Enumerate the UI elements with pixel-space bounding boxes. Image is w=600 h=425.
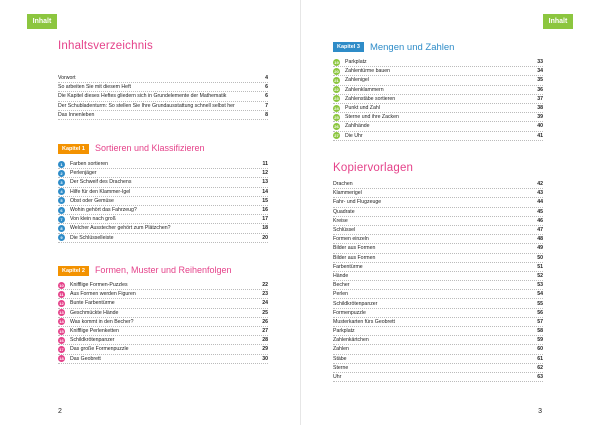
entry-title: Zahlenkärtchen: [333, 337, 369, 344]
toc-entry[interactable]: [58, 355, 268, 364]
entry-page: 39: [537, 114, 543, 121]
entry-page: 50: [537, 254, 543, 261]
entry-title: Wohin gehört das Fahrzeug?: [70, 207, 137, 214]
entry-title: Welcher Ausstecher gehört zum Plätzchen?: [70, 225, 171, 232]
entry-page: 51: [537, 263, 543, 270]
chapter1-list: [58, 160, 268, 243]
entry-title: Das Innenleben: [58, 111, 95, 118]
chapter-number-badge: 9: [58, 234, 65, 241]
entry-page: 12: [262, 170, 268, 177]
entry-page: 17: [262, 216, 268, 223]
toc-entry[interactable]: [333, 76, 543, 85]
entry-title: Das große Formenpuzzle: [70, 346, 129, 353]
entry-page: 18: [262, 225, 268, 232]
entry-page: 55: [537, 300, 543, 307]
toc-entry[interactable]: [333, 226, 543, 235]
chapter-number-badge: 24: [334, 105, 339, 111]
entry-page: 52: [537, 272, 543, 279]
entry-page: 4: [265, 75, 268, 82]
toc-entry[interactable]: [58, 309, 268, 318]
entry-title: Zahlen: [333, 346, 349, 353]
entry-page: 8: [265, 111, 268, 118]
chapter2-title: Formen, Muster und Reihenfolgen: [94, 265, 232, 275]
entry-page: 13: [262, 179, 268, 186]
chapter-number-badge: 23: [334, 96, 339, 102]
entry-page: 23: [262, 291, 268, 298]
entry-title: Perlenjäger: [70, 170, 97, 177]
entry-title: Was kommt in den Becher?: [70, 318, 134, 325]
toc-entry[interactable]: [333, 58, 543, 67]
entry-page: 49: [537, 245, 543, 252]
entry-page: 25: [262, 309, 268, 316]
entry-title: Die Kapitel dieses Heftes gliedern sich in Grundelemente der Mathematik: [58, 93, 227, 100]
toc-entry[interactable]: [58, 83, 268, 92]
entry-page: 57: [537, 318, 543, 325]
entry-title: Schildkrötenpanzer: [333, 300, 378, 307]
toc-entry[interactable]: [333, 189, 543, 198]
entry-title: Parkplatz: [345, 59, 367, 66]
entry-page: 22: [262, 282, 268, 289]
page-number-right: 3: [538, 408, 542, 415]
entry-page: 16: [262, 207, 268, 214]
entry-title: Von klein nach groß: [70, 216, 116, 223]
entry-page: 27: [262, 328, 268, 335]
toc-entry[interactable]: [58, 197, 268, 206]
entry-page: 28: [262, 337, 268, 344]
toc-entry[interactable]: [58, 336, 268, 345]
toc-entry[interactable]: [333, 309, 543, 318]
toc-entry[interactable]: [333, 345, 543, 354]
chapter-number-badge: 8: [58, 225, 65, 232]
entry-page: 60: [537, 346, 543, 353]
chapter-number-badge: 13: [59, 310, 64, 316]
entry-page: 14: [262, 188, 268, 195]
entry-title: Das Geobrett: [70, 355, 101, 362]
entry-title: Zahlhände: [345, 123, 370, 130]
entry-page: 45: [537, 208, 543, 215]
entry-page: 63: [537, 374, 543, 381]
entry-page: 20: [262, 234, 268, 241]
page-number-left: 2: [58, 408, 62, 415]
entry-title: Drachen: [333, 181, 353, 188]
toc-entry[interactable]: [333, 272, 543, 281]
toc-entry[interactable]: [58, 206, 268, 215]
chapter-number-badge: 3: [58, 179, 65, 186]
entry-title: Der Schubladenturm: So stellen Sie Ihre Grundausstattung schnell selbst her: [58, 102, 235, 109]
chapter-number-badge: 6: [58, 207, 65, 214]
toc-entry[interactable]: [333, 95, 543, 104]
toc-entry[interactable]: [333, 299, 543, 308]
page-title: Inhaltsverzeichnis: [58, 40, 154, 52]
entry-page: 43: [537, 190, 543, 197]
chapter-number-badge: 7: [58, 216, 65, 223]
entry-title: Aus Formen werden Figuren: [70, 291, 136, 298]
entry-title: Der Schweif des Drachens: [70, 179, 132, 186]
entry-title: Schlüssel: [333, 227, 356, 234]
toc-entry[interactable]: [58, 281, 268, 290]
toc-entry[interactable]: [58, 160, 268, 169]
toc-entry[interactable]: [333, 327, 543, 336]
toc-entry[interactable]: [333, 113, 543, 122]
entry-page: 36: [537, 86, 543, 93]
entry-page: 46: [537, 217, 543, 224]
entry-page: 33: [537, 59, 543, 66]
toc-entry[interactable]: [333, 364, 543, 373]
toc-entry[interactable]: [333, 373, 543, 382]
toc-entry[interactable]: [333, 122, 543, 131]
toc-entry[interactable]: [333, 263, 543, 272]
entry-title: Formen einzeln: [333, 236, 369, 243]
kopiervorlagen-title: Kopiervorlagen: [333, 162, 414, 174]
entry-title: Geschmückte Hände: [70, 309, 119, 316]
entry-page: 6: [265, 84, 268, 91]
chapter-number-badge: 22: [334, 87, 339, 93]
toc-entry[interactable]: [58, 111, 268, 120]
entry-title: Zahlenigel: [345, 77, 369, 84]
toc-entry[interactable]: [333, 217, 543, 226]
entry-page: 38: [537, 105, 543, 112]
entry-title: Knifflige Perlenketten: [70, 328, 119, 335]
entry-page: 58: [537, 328, 543, 335]
toc-entry[interactable]: [333, 104, 543, 113]
entry-title: Quadrate: [333, 208, 355, 215]
chapter3-title: Mengen und Zahlen: [369, 42, 455, 53]
entry-title: Musterkarten fürs Geobrett: [333, 318, 395, 325]
entry-title: Hände: [333, 272, 349, 279]
entry-title: Zahlenklammern: [345, 86, 384, 93]
entry-page: 7: [265, 102, 268, 109]
entry-title: Punkt und Zahl: [345, 105, 380, 112]
chapter2-badge: Kapitel 2: [58, 266, 89, 276]
entry-title: So arbeiten Sie mit diesem Heft: [58, 84, 131, 91]
chapter-number-badge: 15: [59, 328, 64, 334]
toc-entry[interactable]: [333, 318, 543, 327]
chapter-number-badge: 1: [58, 161, 65, 168]
toc-entry[interactable]: [333, 132, 543, 141]
toc-entry[interactable]: [333, 180, 543, 189]
entry-page: 41: [537, 132, 543, 139]
toc-entry[interactable]: [58, 102, 268, 111]
entry-title: Die Uhr: [345, 132, 363, 139]
inhalt-tab-right[interactable]: Inhalt: [543, 14, 573, 29]
chapter-number-badge: 18: [59, 356, 64, 362]
toc-entry[interactable]: [333, 67, 543, 76]
entry-title: Hilfe für den Klammer-Igel: [70, 188, 131, 195]
chapter3-list: [333, 58, 543, 141]
entry-page: 30: [262, 355, 268, 362]
toc-entry[interactable]: [333, 86, 543, 95]
entry-page: 15: [262, 197, 268, 204]
entry-title: Farben sortieren: [70, 161, 109, 168]
toc-entry[interactable]: [58, 92, 268, 101]
entry-page: 44: [537, 199, 543, 206]
chapter2-heading: [58, 265, 232, 276]
entry-page: 61: [537, 355, 543, 362]
entry-page: 37: [537, 95, 543, 102]
entry-title: Zahlenstäbe sortieren: [345, 95, 396, 102]
entry-title: Sterne: [333, 364, 349, 371]
entry-title: Vorwort: [58, 75, 76, 82]
entry-page: 35: [537, 77, 543, 84]
toc-entry[interactable]: [333, 281, 543, 290]
intro-list: [58, 74, 268, 120]
entry-page: 42: [537, 181, 543, 188]
toc-entry[interactable]: [58, 299, 268, 308]
entry-title: Becher: [333, 282, 350, 289]
entry-title: Sterne und ihre Zacken: [345, 114, 399, 121]
entry-title: Bunte Farbentürme: [70, 300, 115, 307]
chapter1-title: Sortieren und Klassifizieren: [94, 143, 205, 153]
entry-title: Formenpuzzle: [333, 309, 366, 316]
toc-entry[interactable]: [58, 234, 268, 243]
chapter-number-badge: 20: [334, 68, 339, 74]
entry-page: 53: [537, 282, 543, 289]
toc-entry[interactable]: [58, 74, 268, 83]
entry-page: 40: [537, 123, 543, 130]
kopiervorlagen-list: [333, 180, 543, 382]
toc-entry[interactable]: [333, 355, 543, 364]
entry-title: Farbentürme: [333, 263, 363, 270]
entry-title: Die Schlüsselleiste: [70, 234, 114, 241]
entry-page: 29: [262, 346, 268, 353]
chapter1-badge: Kapitel 1: [58, 144, 89, 154]
right-page: [300, 0, 600, 425]
chapter-number-badge: 27: [334, 133, 339, 139]
entry-title: Stäbe: [333, 355, 347, 362]
chapter2-list: [58, 281, 268, 364]
chapter-number-badge: 19: [334, 59, 339, 65]
toc-entry[interactable]: [58, 178, 268, 187]
entry-page: 54: [537, 291, 543, 298]
entry-title: Parkplatz: [333, 328, 355, 335]
entry-title: Knifflige Formen-Puzzles: [70, 282, 128, 289]
toc-entry[interactable]: [333, 254, 543, 263]
toc-entry[interactable]: [58, 327, 268, 336]
inhalt-tab-left[interactable]: Inhalt: [27, 14, 57, 29]
entry-page: 62: [537, 364, 543, 371]
entry-title: Fahr- und Flugzeuge: [333, 199, 382, 206]
chapter-number-badge: 17: [59, 346, 64, 352]
toc-entry[interactable]: [333, 208, 543, 217]
toc-entry[interactable]: [333, 244, 543, 253]
entry-title: Bilder aus Formen: [333, 245, 376, 252]
entry-page: 11: [262, 161, 268, 168]
toc-entry[interactable]: [58, 215, 268, 224]
entry-title: Zahlentürme bauen: [345, 68, 390, 75]
entry-title: Uhr: [333, 374, 342, 381]
entry-page: 24: [262, 300, 268, 307]
toc-entry[interactable]: [58, 290, 268, 299]
chapter-number-badge: 16: [59, 337, 64, 343]
entry-page: 34: [537, 68, 543, 75]
toc-entry[interactable]: [333, 198, 543, 207]
toc-entry[interactable]: [333, 235, 543, 244]
chapter3-badge: Kapitel 3: [333, 42, 364, 52]
toc-entry[interactable]: [333, 290, 543, 299]
toc-entry[interactable]: [333, 336, 543, 345]
chapter-number-badge: 10: [59, 282, 64, 288]
entry-title: Bilder aus Formen: [333, 254, 376, 261]
toc-entry[interactable]: [58, 188, 268, 197]
chapter-number-badge: 4: [58, 188, 65, 195]
chapter3-heading: [333, 42, 454, 53]
entry-page: 48: [537, 236, 543, 243]
chapter-number-badge: 25: [334, 114, 339, 120]
toc-entry[interactable]: [58, 345, 268, 354]
chapter1-heading: [58, 143, 205, 154]
chapter-number-badge: 26: [334, 123, 339, 129]
toc-entry[interactable]: [58, 169, 268, 178]
entry-page: 6: [265, 93, 268, 100]
chapter-number-badge: 12: [59, 300, 64, 306]
entry-title: Klammerigel: [333, 190, 362, 197]
entry-page: 47: [537, 227, 543, 234]
entry-page: 56: [537, 309, 543, 316]
chapter-number-badge: 5: [58, 197, 65, 204]
entry-title: Perlen: [333, 291, 348, 298]
entry-title: Obst oder Gemüse: [70, 197, 114, 204]
chapter-number-badge: 21: [334, 77, 339, 83]
entry-page: 59: [537, 337, 543, 344]
chapter-number-badge: 14: [59, 319, 64, 325]
entry-page: 26: [262, 318, 268, 325]
chapter-number-badge: 2: [58, 170, 65, 177]
entry-title: Schildkrötenpanzer: [70, 337, 115, 344]
toc-entry[interactable]: [58, 318, 268, 327]
entry-title: Kreise: [333, 217, 348, 224]
toc-entry[interactable]: [58, 224, 268, 233]
chapter-number-badge: 11: [59, 291, 64, 297]
